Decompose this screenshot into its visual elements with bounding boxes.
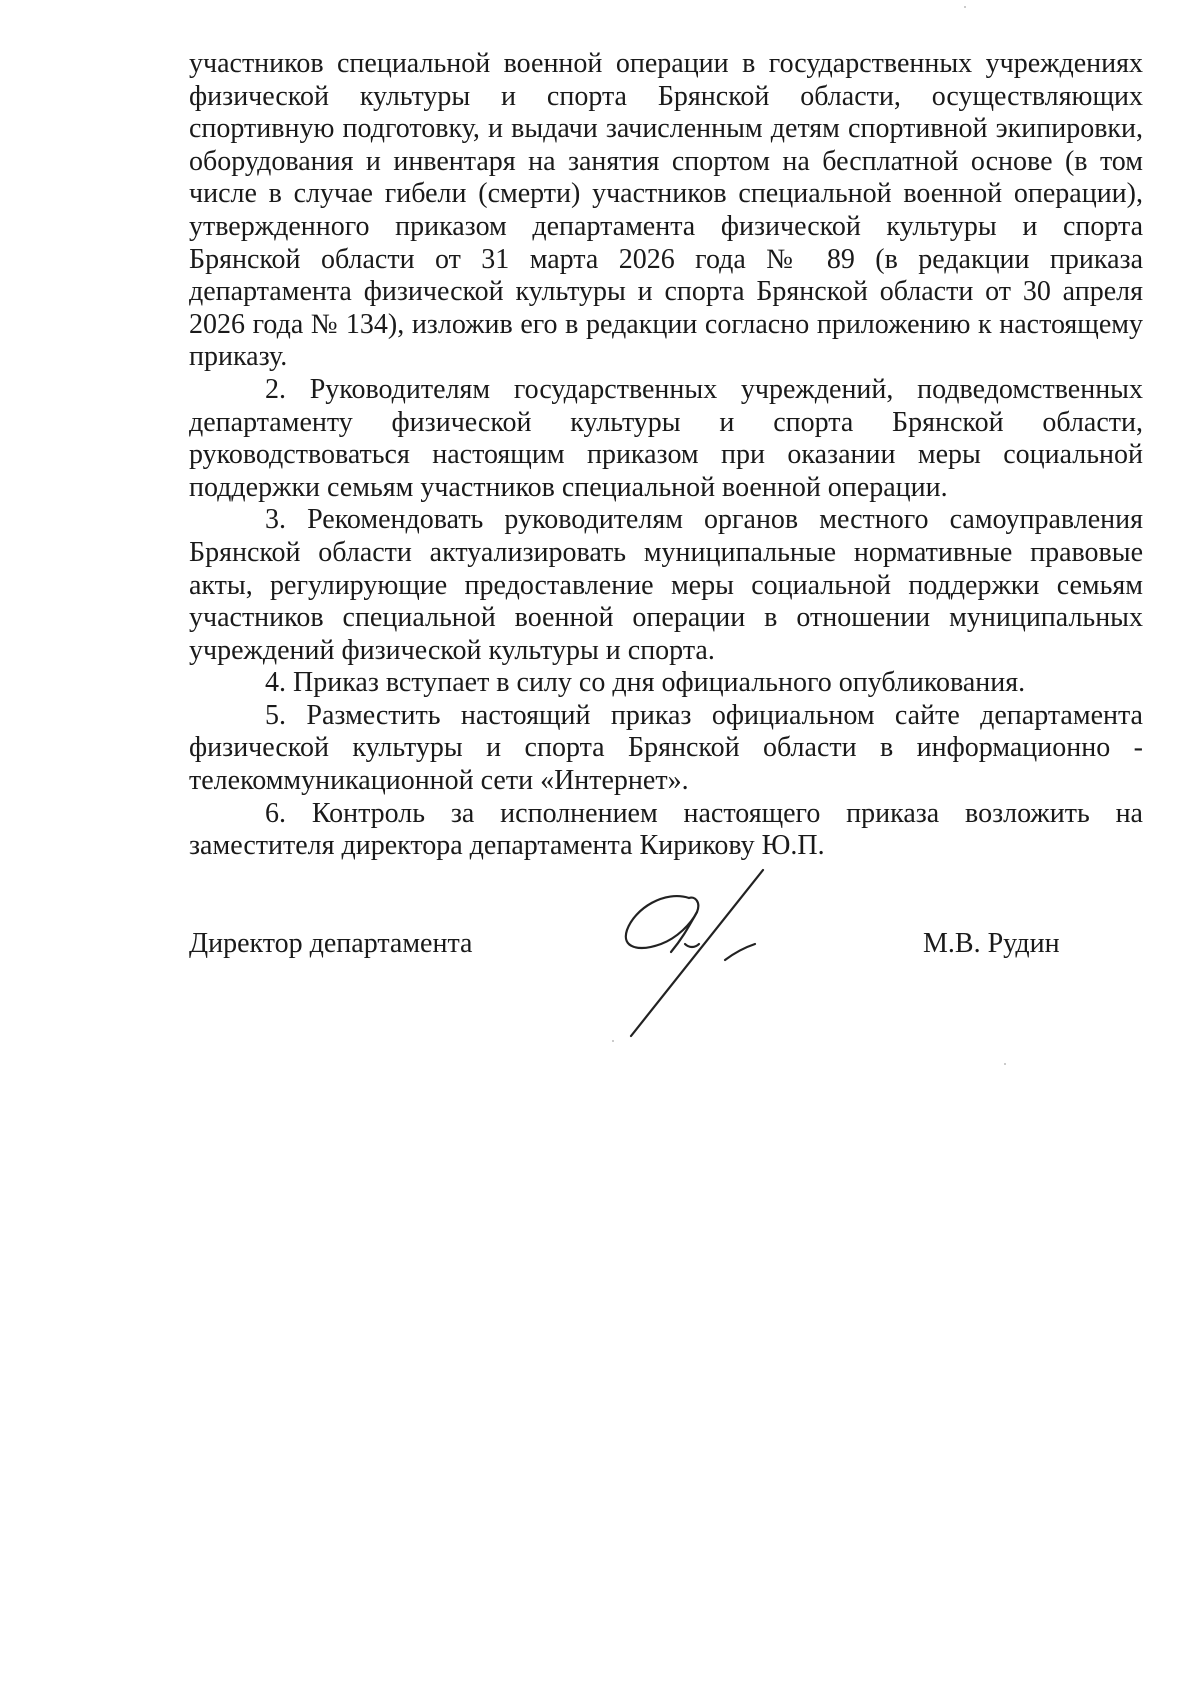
paragraph-item-5: 5. Разместить настоящий приказ официальном сайте департамента физической культуры и спорта Брянской области в информационно - телекоммуникационной сети «Интернет». xyxy=(189,699,1143,797)
document-body xyxy=(189,48,1143,863)
paragraph-item-4: 4. Приказ вступает в силу со дня официального опубликования. xyxy=(265,667,1026,699)
handwritten-signature xyxy=(615,868,785,1044)
signatory-title: Директор департамента xyxy=(189,928,473,959)
paragraph-item-6: 6. Контроль за исполнением настоящего приказа возложить на заместителя директора департамента Кирикову Ю.П. xyxy=(189,797,1143,862)
scan-speck xyxy=(964,6,966,8)
paragraph-continuation: участников специальной военной операции в государственных учреждениях физической культуры и спорта Брянской области, осуществляющих спортивную подготовку, и выдачи зачисленным детям спортивной экипировки, оборудования и инвентаря на занятия спортом на бесплатной основе (в том числе в случае гибели (смерти) участников специальной военной операции), утвержденного приказом департамента физической культуры и спорта Брянской области от 31 марта 2026 года № 89 (в редакции приказа департамента физической культуры и спорта Брянской области от 30 апреля 2026 года № 134), изложив его в редакции согласно приложению к настоящему приказу. xyxy=(189,48,1143,373)
paragraph-item-3: 3. Рекомендовать руководителям органов местного самоуправления Брянской области актуализировать муниципальные нормативные правовые акты, регулирующие предоставление меры социальной поддержки семьям участников специальной военной операции в отношении муниципальных учреждений физической культуры и спорта. xyxy=(189,504,1143,666)
scan-speck xyxy=(612,1040,614,1042)
signatory-name: М.В. Рудин xyxy=(923,928,1060,959)
paragraph-item-2: 2. Руководителям государственных учреждений, подведомственных департаменту физической культуры и спорта Брянской области, руководствоваться настоящим приказом при оказании меры социальной поддержки семьям участников специальной военной операции. xyxy=(189,373,1143,503)
scan-speck xyxy=(1004,1063,1006,1065)
